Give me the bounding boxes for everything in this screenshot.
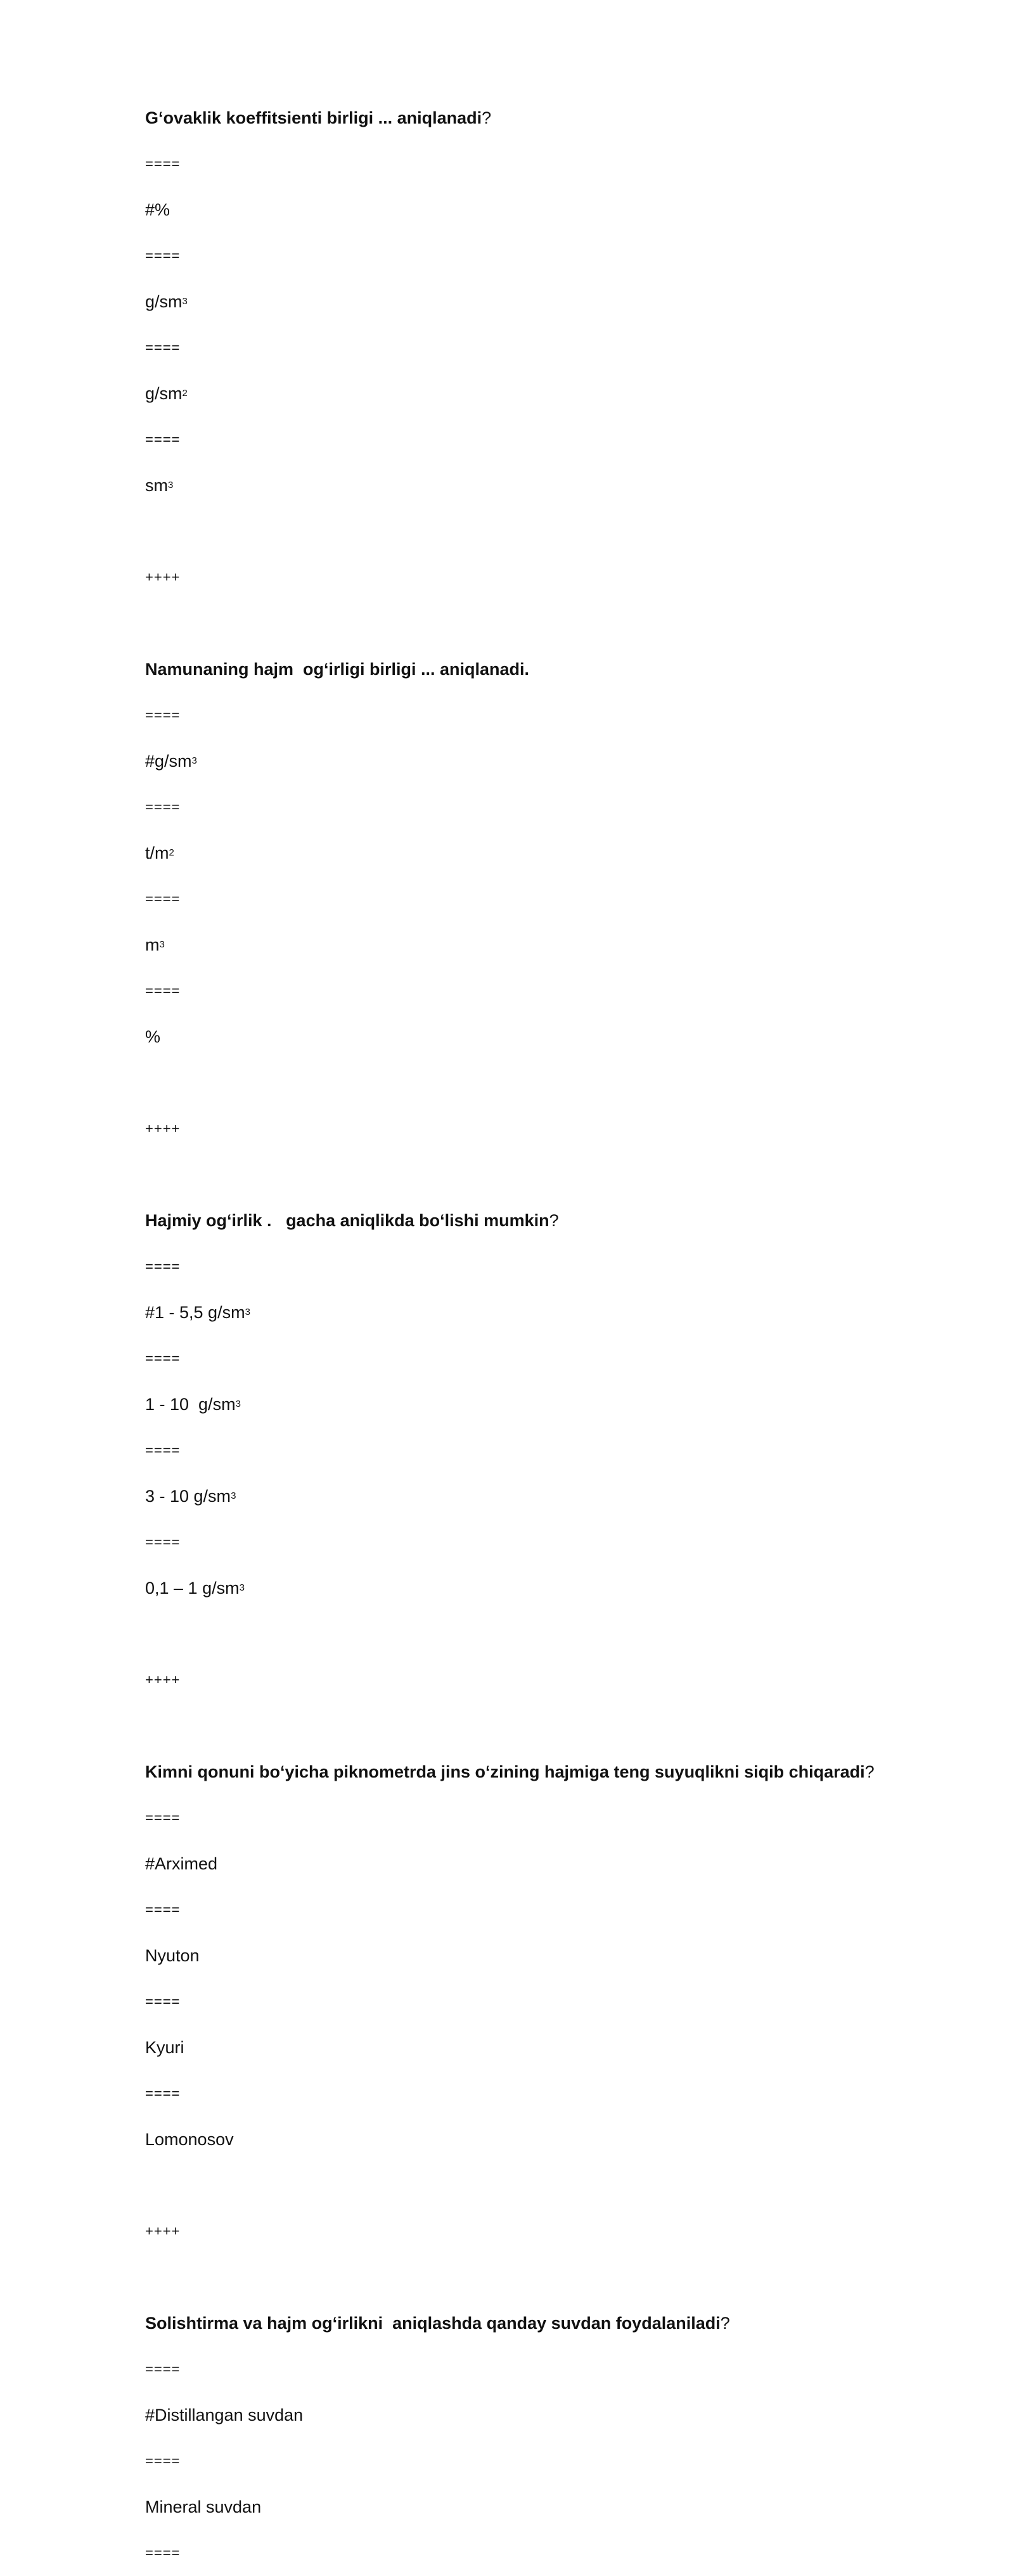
option-text: 1 - 10 g/sm: [145, 1381, 236, 1428]
separator-text: ====: [145, 233, 180, 279]
option-separator: [145, 2530, 1014, 2576]
block-end-text: ++++: [145, 2208, 180, 2255]
question-label: Solishtirma va hajm og‘irlikni aniqlashda qanday suvdan foydalaniladi: [145, 2300, 721, 2347]
question-label: Hajmiy og‘irlik . gacha aniqlikda bo‘lishi mumkin: [145, 1198, 549, 1244]
option-text: #%: [145, 187, 170, 233]
blank-line: [145, 1703, 1014, 1750]
option-text: m: [145, 922, 160, 968]
question-mark: ?: [549, 1198, 559, 1244]
answer-option: [145, 2025, 1014, 2071]
option-separator: [145, 233, 1014, 279]
answer-option: 3 - 10 g/sm 3: [145, 1473, 1014, 1520]
separator-text: ====: [145, 1795, 180, 1842]
option-separator: [145, 1244, 1014, 1290]
block-end-marker: [145, 1106, 1014, 1152]
question-text: [145, 1198, 1014, 1244]
option-text: #Arximed: [145, 1841, 217, 1887]
blank-line: [145, 1060, 1014, 1106]
answer-option: m 3: [145, 922, 1014, 968]
separator-text: ====: [145, 1979, 180, 2025]
option-text: Nyuton: [145, 1933, 200, 1979]
option-separator: [145, 2347, 1014, 2393]
separator-text: ====: [145, 1336, 180, 1382]
option-separator: [145, 325, 1014, 371]
option-separator: [145, 785, 1014, 831]
separator-text: ====: [145, 2438, 180, 2485]
blank-line: [145, 601, 1014, 647]
option-separator: [145, 1336, 1014, 1382]
answer-option: [145, 2484, 1014, 2530]
option-text: g/sm: [145, 371, 183, 417]
option-separator: [145, 693, 1014, 739]
option-separator: [145, 1887, 1014, 1933]
blank-line: [145, 1612, 1014, 1658]
block-end-text: ++++: [145, 1106, 180, 1152]
answer-option: #g/sm 3: [145, 738, 1014, 785]
separator-text: ====: [145, 693, 180, 739]
option-text: #Distillangan suvdan: [145, 2392, 303, 2438]
question-text: [145, 1749, 1014, 1795]
option-text: 3 - 10 g/sm: [145, 1473, 231, 1520]
block-end-text: ++++: [145, 554, 180, 601]
blank-line: [145, 509, 1014, 555]
block-end-marker: [145, 2208, 1014, 2255]
answer-option: [145, 1933, 1014, 1979]
answer-option: [145, 1841, 1014, 1887]
blank-line: [145, 1152, 1014, 1198]
option-text: Mineral suvdan: [145, 2484, 261, 2530]
separator-text: ====: [145, 141, 180, 188]
option-text: #1 - 5,5 g/sm: [145, 1290, 245, 1336]
option-separator: [145, 1520, 1014, 1566]
answer-option: [145, 2117, 1014, 2163]
answer-option: #1 - 5,5 g/sm 3: [145, 1290, 1014, 1336]
separator-text: ====: [145, 785, 180, 831]
question-mark: ?: [721, 2300, 730, 2347]
option-text: g/sm: [145, 279, 183, 325]
separator-text: ====: [145, 417, 180, 463]
answer-option: 1 - 10 g/sm 3: [145, 1381, 1014, 1428]
separator-text: ====: [145, 2530, 180, 2576]
answer-option: 0,1 – 1 g/sm 3: [145, 1565, 1014, 1612]
question-mark: ?: [865, 1749, 875, 1795]
answer-option: g/sm 2: [145, 371, 1014, 417]
blank-line: [145, 2163, 1014, 2209]
answer-option: sm 3: [145, 463, 1014, 509]
answer-option: t/m 2: [145, 830, 1014, 876]
question-label: Namunaning hajm og‘irligi birligi ... aniqlanadi.: [145, 646, 529, 693]
question-label: G‘ovaklik koeffitsienti birligi ... aniqlanadi: [145, 95, 482, 141]
option-separator: [145, 417, 1014, 463]
option-separator: [145, 2071, 1014, 2117]
question-text: [145, 95, 1014, 141]
blank-line: [145, 2255, 1014, 2301]
block-end-text: ++++: [145, 1657, 180, 1703]
option-text: %: [145, 1014, 160, 1060]
option-separator: [145, 2438, 1014, 2485]
separator-text: ====: [145, 876, 180, 923]
separator-text: ====: [145, 1520, 180, 1566]
answer-option: [145, 187, 1014, 233]
option-text: #g/sm: [145, 738, 192, 785]
option-separator: [145, 876, 1014, 923]
question-mark: ?: [482, 95, 491, 141]
question-label: Kimni qonuni bo‘yicha piknometrda jins o‘zining hajmiga teng suyuqlikni siqib chiqaradi: [145, 1749, 865, 1795]
question-text: [145, 2300, 1014, 2347]
option-separator: [145, 968, 1014, 1015]
question-block: [145, 1749, 1014, 2300]
question-block: [145, 646, 1014, 1198]
separator-text: ====: [145, 1428, 180, 1474]
block-end-marker: [145, 554, 1014, 601]
separator-text: ====: [145, 325, 180, 371]
option-text: sm: [145, 463, 168, 509]
separator-text: ====: [145, 1887, 180, 1933]
question-text: [145, 646, 1014, 693]
block-end-marker: [145, 1657, 1014, 1703]
answer-option: [145, 2392, 1014, 2438]
question-block: [145, 1198, 1014, 1749]
answer-option: g/sm 3: [145, 279, 1014, 325]
option-text: 0,1 – 1 g/sm: [145, 1565, 240, 1612]
option-separator: [145, 141, 1014, 188]
option-separator: [145, 1428, 1014, 1474]
question-block: [145, 95, 1014, 646]
option-text: t/m: [145, 830, 169, 876]
separator-text: ====: [145, 2071, 180, 2117]
option-separator: [145, 1979, 1014, 2025]
option-text: Kyuri: [145, 2025, 184, 2071]
answer-option: [145, 1014, 1014, 1060]
separator-text: ====: [145, 2347, 180, 2393]
separator-text: ====: [145, 1244, 180, 1290]
option-text: Lomonosov: [145, 2117, 234, 2163]
question-block: [145, 2300, 1014, 2576]
option-separator: [145, 1795, 1014, 1842]
separator-text: ====: [145, 968, 180, 1015]
